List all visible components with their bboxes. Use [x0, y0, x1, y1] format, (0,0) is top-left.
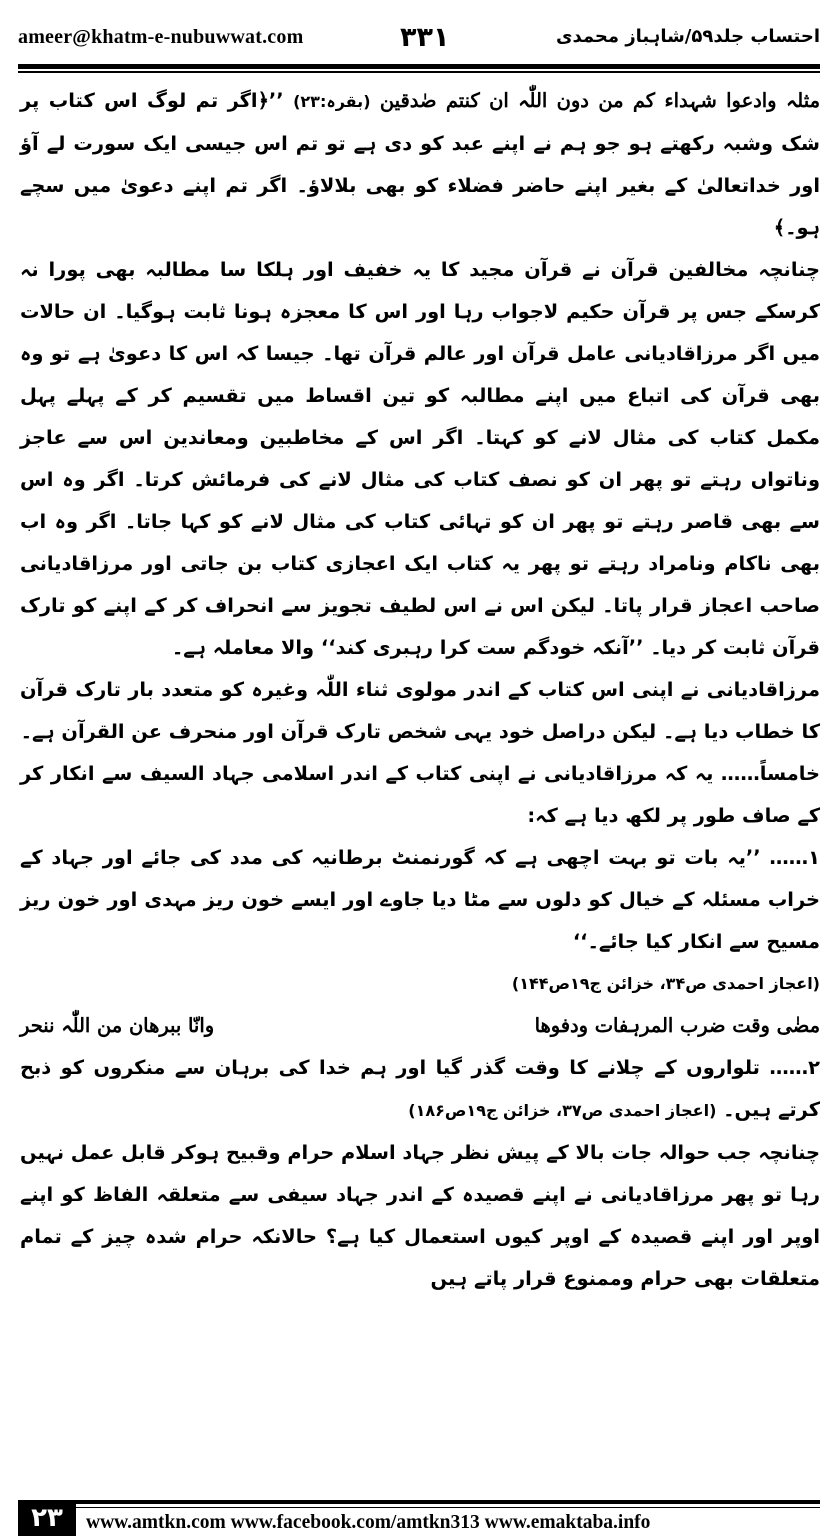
couplet-first-hemistich: مضٰی وقت ضرب المرہفات ودفوھا — [534, 1014, 820, 1037]
quran-verse: مثلہ وادعوا شہداء کم من دون اللّٰہ ان کنتم صٰدقین — [379, 89, 820, 112]
quote-2-text: تلواروں کے چلانے کا وقت گذر گیا اور ہم خدا کی برہان سے منکروں کو ذبح کرتے ہیں۔ — [20, 1056, 820, 1121]
header-page-number: ۳۳۱ — [400, 22, 450, 53]
paragraph-2: چنانچہ مخالفین قرآن نے قرآن مجید کا یہ خفیف اور ہلکا سا مطالبہ بھی پورا نہ کرسکے جس پر قرآن حکیم لاجواب رہا اور اس کا معجزہ ہونا ثابت ہوگیا۔ ان حالات میں اگر مرزاقادیانی عامل قرآن اور عالم قرآن تھا۔ جیسا کہ اس کا دعویٰ ہے تو وہ بھی قرآن کی اتباع میں اپنے مطالبہ کو تین اقساط میں تقسیم کر کے پہلے پہل مکمل کتاب کی مثال لانے کو کہتا۔ اگر اس کے مخاطبین ومعاندین اس سے عاجز وناتواں رہتے تو پھر ان کو نصف کتاب کی مثال لانے کی فرمائش کرتا۔ اگر وہ اس سے بھی قاصر رہتے تو پھر ان کو تہائی کتاب کی مثال لانے کو کہا جاتا۔ اگر وہ اب بھی ناکام ونامراد رہتے تو پھر یہ کتاب ایک اعجازی کتاب بن جاتی اور مرزاقادیانی صاحب اعجاز قرار پاتا۔ لیکن اس نے اس لطیف تجویز سے انحراف کر کے اپنے کو تارک قرآن ثابت کر دیا۔ ’’آنکہ خودگم ست کرا رہبری کند‘‘ والا معاملہ ہے۔ — [20, 258, 820, 659]
quote-1 — [20, 837, 820, 963]
footer-rule-thin — [76, 1507, 820, 1508]
quote-1-source: (اعجاز احمدی ص۳۴، خزائن ج۱۹ص۱۴۴) — [511, 974, 820, 993]
quote-1-number: ۱…… — [769, 846, 820, 869]
couplet-second-hemistich: وانّا ببرھان من اللّٰہ ننحر — [20, 1014, 215, 1037]
header-rule-thin — [18, 71, 820, 73]
verse-translation: ’’﴿اگر تم لوگ اس کتاب پر شک وشبہ رکھتے ہو جو ہم نے اپنے عبد کو دی ہے تو تم اس جیسی ایک سورت لے آؤ اور خداتعالیٰ کے بغیر اپنے حاضر فضلاء کو بھی بلالاؤ۔ اگر تم اپنے دعویٰ میں سچے ہو۔﴾ — [20, 89, 820, 239]
quote-2 — [20, 1047, 820, 1132]
paragraph-3: مرزاقادیانی نے اپنی اس کتاب کے اندر مولوی ثناء اللّٰہ وغیرہ کو متعدد بار تارک قرآن کا خطاب دیا ہے۔ لیکن دراصل خود یہی شخص تارک قرآن اور منحرف عن القرآن ہے۔ — [20, 678, 820, 743]
quote-1-text: ’’یہ بات تو بہت اچھی ہے کہ گورنمنٹ برطانیہ کی مدد کی جائے اور جہاد کے خراب مسئلہ کے خیال کو دلوں سے مٹا دیا جاوے اور ایسے خون ریز مہدی اور خون ریز مسیح سے انکار کیا جائے۔‘‘ — [20, 846, 820, 953]
paragraph-1 — [20, 80, 820, 249]
footer-rule — [76, 1500, 820, 1504]
body-text — [20, 80, 820, 1300]
paragraph-4: خامساً…… یہ کہ مرزاقادیانی نے اپنی کتاب کے اندر اسلامی جہاد السیف سے انکار کر کے صاف طور پر لکھ دیا ہے کہ: — [20, 762, 820, 827]
page-footer — [18, 1500, 820, 1536]
footer-page-number: ۲۳ — [18, 1500, 76, 1536]
quote-2-source: (اعجاز احمدی ص۳۷، خزائن ج۱۹ص۱۸۶) — [408, 1101, 717, 1120]
footer-urls: www.amtkn.com www.facebook.com/amtkn313 www.emaktaba.info — [86, 1512, 651, 1533]
verse-reference: (بقرہ:۲۳) — [293, 92, 371, 111]
arabic-couplet — [20, 1005, 820, 1047]
header-email: ameer@khatm-e-nubuwwat.com — [18, 26, 304, 48]
header-title: احتساب جلد۵۹/شاہباز محمدی — [555, 26, 820, 47]
quote-2-number: ۲…… — [769, 1056, 820, 1079]
header-rule — [18, 64, 820, 69]
paragraph-5: چنانچہ جب حوالہ جات بالا کے پیش نظر جہاد اسلام حرام وقبیح ہوکر قابل عمل نہیں رہا تو پھر مرزاقادیانی نے اپنے قصیدہ کے اندر جہاد سیفی سے متعلقہ الفاظ کو اپنے اوپر اور اپنے قصیدہ کے اوپر کیوں استعمال کیا ہے؟ حالانکہ حرام شدہ چیز کے تمام متعلقات بھی حرام وممنوع قرار پاتے ہیں — [20, 1141, 820, 1290]
page-header — [18, 22, 820, 62]
